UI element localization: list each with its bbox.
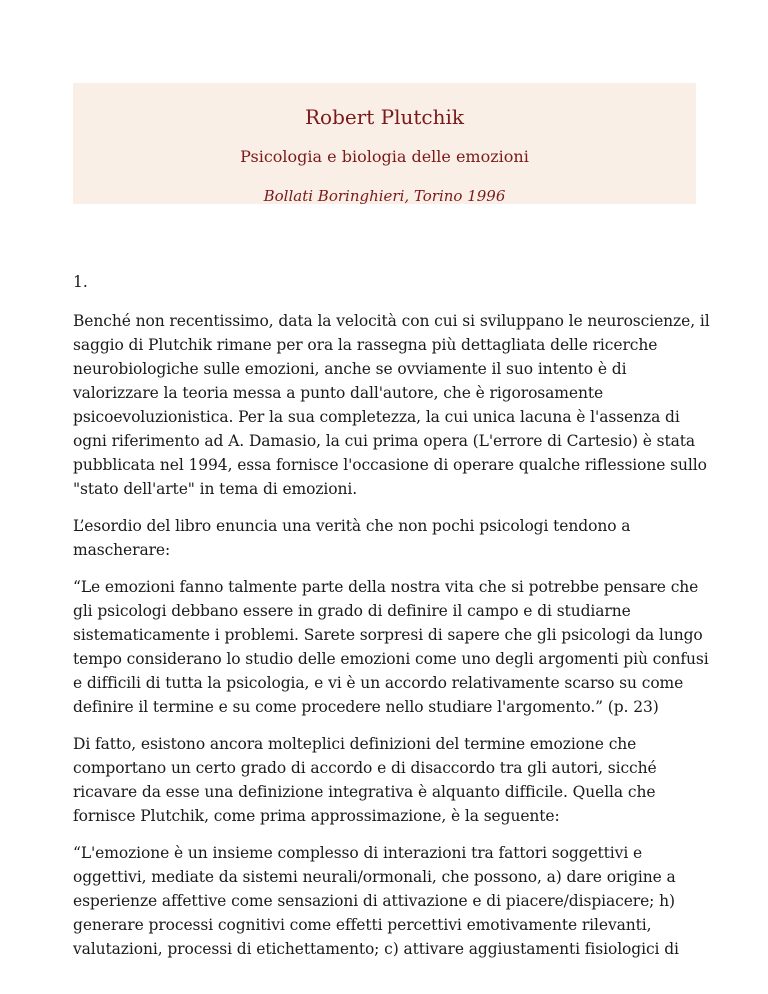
book-header [73,83,696,204]
book-title: Psicologia e biologia delle emozioni [240,147,529,166]
section-number: 1. [73,273,88,291]
article-body [73,270,713,974]
paragraph: Di fatto, esistono ancora molteplici definizioni del termine emozione che comportano un certo grado di accordo e di disaccordo tra gli autori, sicché ricavare da esse una definizione integrativa è alquanto difficile. Quella che fornisce Plutchik, come prima approssimazione, è la seguente: [73,735,657,825]
paragraph: Benché non recentissimo, data la velocità con cui si sviluppano le neuroscienze, il saggio di Plutchik rimane per ora la rassegna più dettagliata delle ricerche neurobiologiche sulle emozioni, anche se ovviamente il suo intento è di valorizzare la teoria messa a punto dall'autore, che è rigorosamente psicoevoluzionistica. Per la sua completezza, la cui unica lacuna è l'assenza di ogni riferimento ad A. Damasio, la cui prima opera (L'errore di Cartesio) è stata pubblicata nel 1994, essa fornisce l'occasione di operare qualche riflessione sullo "stato dell'arte" in tema di emozioni. [73,312,710,498]
paragraph: L’esordio del libro enuncia una verità che non pochi psicologi tendono a mascherare: [73,517,631,559]
book-publisher: Bollati Boringhieri, Torino 1996 [263,187,506,205]
quote-paragraph: “L'emozione è un insieme complesso di interazioni tra fattori soggettivi e oggettivi, mediate da sistemi neurali/ormonali, che possono, a) dare origine a esperienze affettive come sensazioni di attivazione e di piacere/dispiacere; h) generare processi cognitivi come effetti percettivi emotivamente rilevanti, valutazioni, processi di etichettamento; c) attivare aggiustamenti fisiologici di [73,844,679,958]
quote-paragraph: “Le emozioni fanno talmente parte della nostra vita che si potrebbe pensare che gli psicologi debbano essere in grado di definire il campo e di studiarne sistematicamente i problemi. Sarete sorpresi di sapere che gli psicologi da lungo tempo considerano lo studio delle emozioni come uno degli argomenti più confusi e difficili di tutta la psicologia, e vi è un accordo relativamente scarso su come definire il termine e su come procedere nello studiare l'argomento.” (p. 23) [73,578,709,716]
book-author: Robert Plutchik [304,105,465,129]
